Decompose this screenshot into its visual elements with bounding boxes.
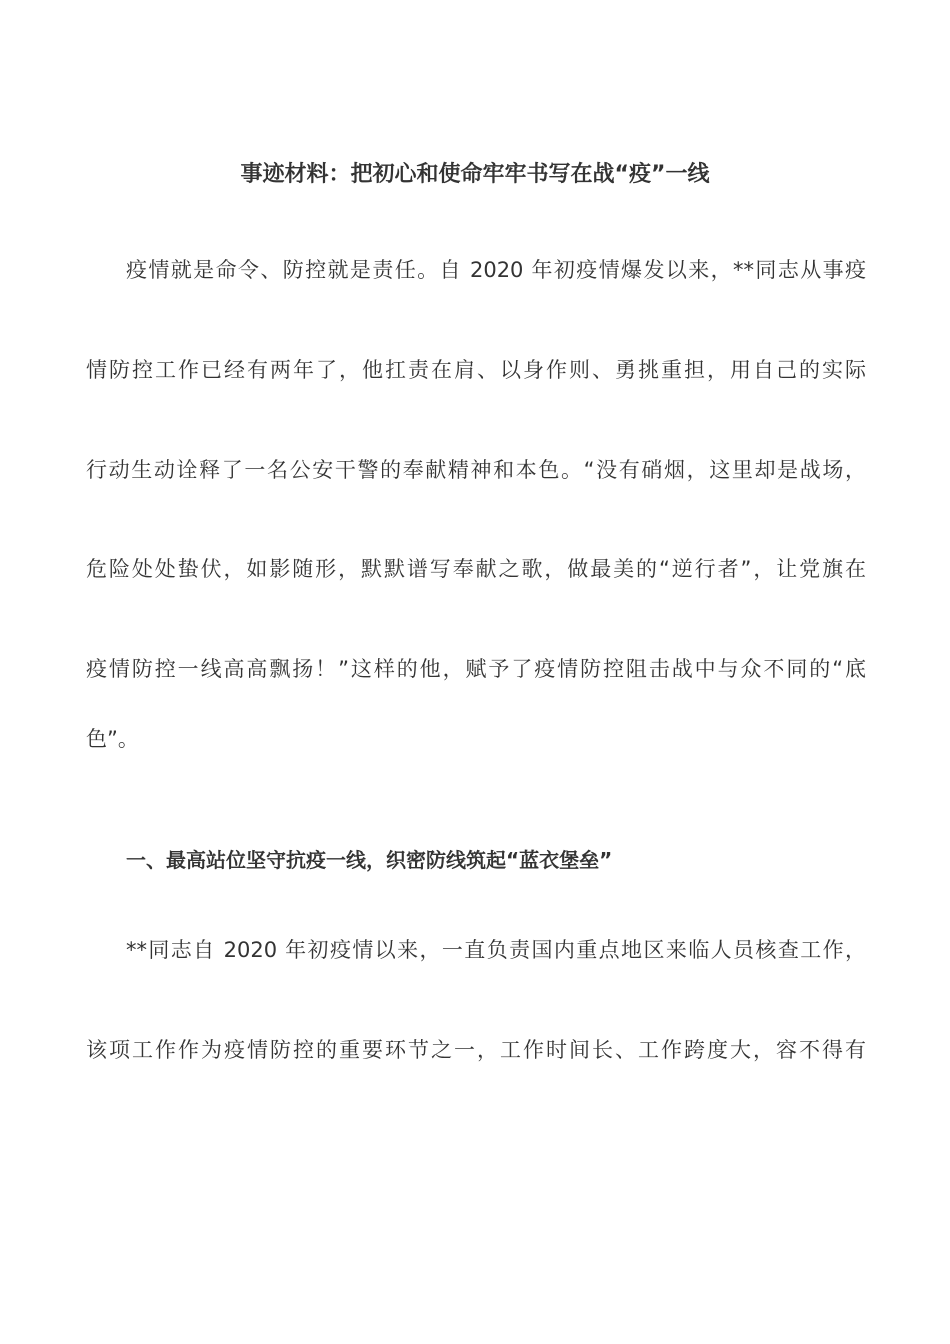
paragraph-line: 疫情防控一线高高飘扬！”这样的他，赋予了疫情防控阻击战中与众不同的“底	[86, 657, 866, 681]
paragraph-line: 该项工作作为疫情防控的重要环节之一，工作时间长、工作跨度大，容不得有	[86, 1038, 866, 1062]
paragraph-line: 情防控工作已经有两年了，他扛责在肩、以身作则、勇挑重担，用自己的实际	[86, 358, 866, 382]
paragraph-line: 行动生动诠释了一名公安干警的奉献精神和本色。“没有硝烟，这里却是战场，	[86, 458, 866, 482]
paragraph-line: 危险处处蛰伏，如影随形，默默谱写奉献之歌，做最美的“逆行者”，让党旗在	[86, 557, 866, 581]
document-title: 事迹材料：把初心和使命牢牢书写在战“疫”一线	[240, 162, 710, 187]
paragraph-line: **同志自 2020 年初疫情以来，一直负责国内重点地区来临人员核查工作，	[126, 938, 866, 962]
paragraph-line: 色”。	[86, 727, 139, 751]
section-heading: 一、最高站位坚守抗疫一线，织密防线筑起“蓝衣堡垒”	[126, 848, 613, 872]
paragraph-line: 疫情就是命令、防控就是责任。自 2020 年初疫情爆发以来，**同志从事疫	[126, 258, 866, 282]
